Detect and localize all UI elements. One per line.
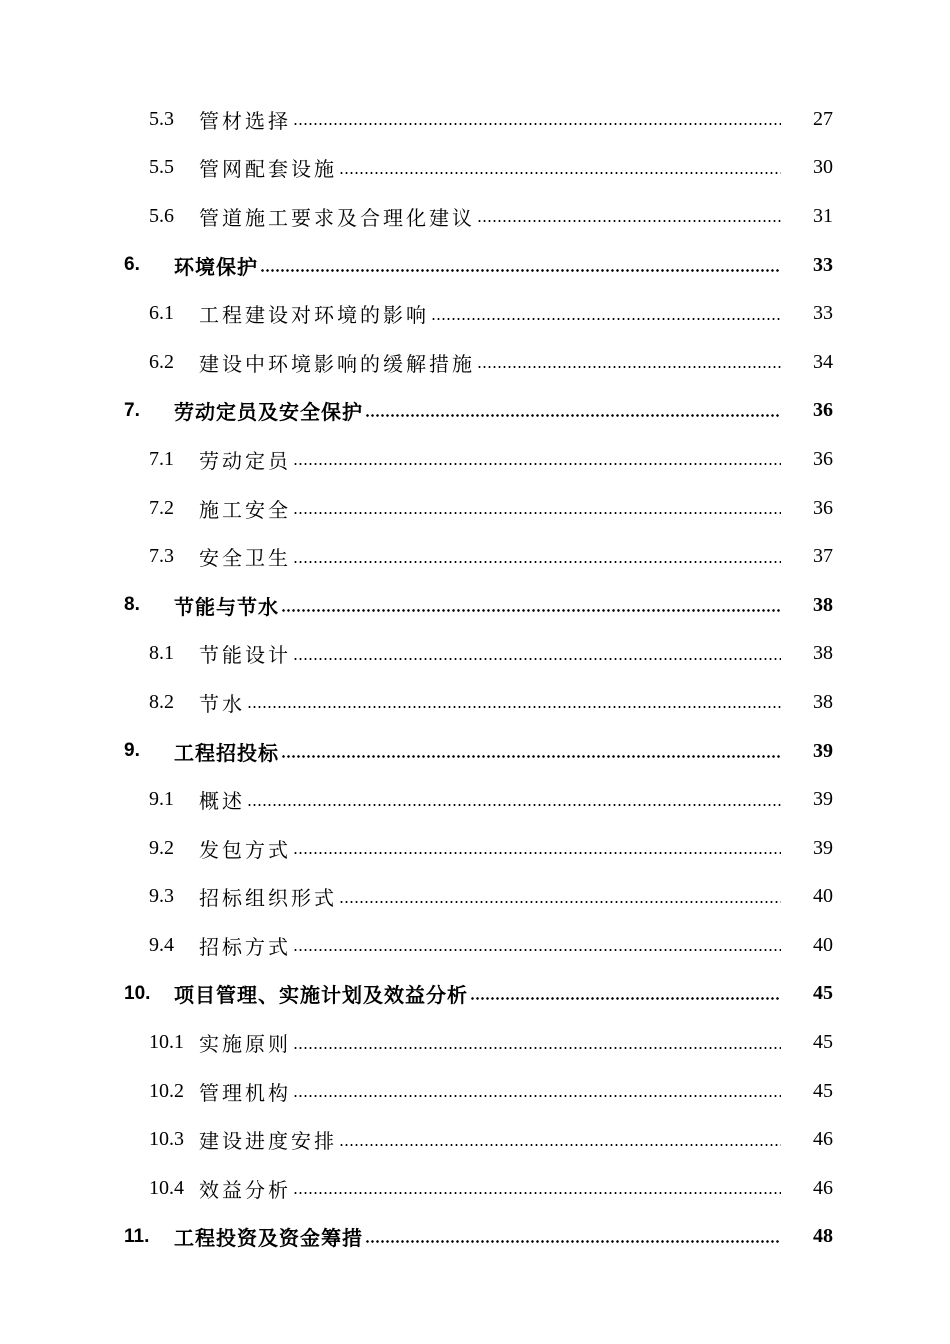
toc-section-entry[interactable] [0, 630, 950, 679]
toc-section-entry[interactable] [0, 435, 950, 484]
toc-section-entry[interactable] [0, 532, 950, 581]
toc-entry-title: 建设进度安排 [199, 1129, 337, 1154]
toc-entry-title: 发包方式 [199, 837, 291, 862]
toc-dot-leader [247, 804, 781, 806]
toc-entry-number: 6.1 [149, 302, 174, 325]
toc-entry-number: 5.6 [149, 204, 174, 227]
toc-section-entry[interactable] [0, 95, 950, 144]
toc-section-entry[interactable] [0, 775, 950, 824]
toc-entry-number: 7.2 [149, 496, 174, 519]
toc-dot-leader [339, 901, 781, 903]
toc-entry-number: 9. [124, 740, 140, 762]
toc-entry-title: 效益分析 [199, 1177, 291, 1202]
toc-entry-title: 工程投资及资金筹措 [174, 1226, 363, 1251]
toc-page-number: 36 [813, 496, 833, 519]
toc-page-number: 40 [813, 933, 833, 956]
toc-page-number: 38 [813, 690, 833, 713]
toc-entry-title: 招标方式 [199, 934, 291, 959]
toc-page-number: 33 [813, 253, 833, 276]
toc-entry-title: 安全卫生 [199, 546, 291, 571]
toc-dot-leader [470, 997, 781, 1000]
toc-chapter-entry[interactable] [0, 581, 950, 630]
toc-dot-leader [293, 1047, 781, 1049]
toc-entry-title: 工程招投标 [174, 740, 279, 765]
toc-page-number: 40 [813, 885, 833, 908]
toc-entry-number: 9.4 [149, 933, 174, 956]
toc-entry-title: 节能设计 [199, 643, 291, 668]
toc-dot-leader [281, 755, 781, 758]
toc-section-entry[interactable] [0, 921, 950, 970]
toc-page-number: 48 [813, 1225, 833, 1248]
toc-page-number: 39 [813, 836, 833, 859]
toc-page-number: 37 [813, 545, 833, 568]
toc-dot-leader [281, 609, 781, 612]
toc-entry-title: 劳动定员及安全保护 [174, 400, 363, 425]
toc-dot-leader [293, 463, 781, 465]
toc-section-entry[interactable] [0, 192, 950, 241]
toc-dot-leader [293, 852, 781, 854]
toc-entry-title: 工程建设对环境的影响 [199, 303, 429, 328]
toc-section-entry[interactable] [0, 1115, 950, 1164]
toc-entry-number: 5.3 [149, 107, 174, 130]
toc-page-number: 45 [813, 1031, 833, 1054]
toc-dot-leader [477, 366, 781, 368]
toc-dot-leader [477, 220, 781, 222]
toc-entry-number: 6. [124, 254, 140, 276]
toc-page-number: 39 [813, 788, 833, 811]
toc-section-entry[interactable] [0, 484, 950, 533]
toc-dot-leader [339, 172, 781, 174]
toc-page-number: 34 [813, 350, 833, 373]
toc-entry-number: 10.1 [149, 1031, 184, 1054]
toc-page-number: 45 [813, 1079, 833, 1102]
toc-entry-number: 8.1 [149, 642, 174, 665]
toc-entry-title: 施工安全 [199, 497, 291, 522]
toc-section-entry[interactable] [0, 289, 950, 338]
toc-entry-number: 9.2 [149, 836, 174, 859]
toc-entry-title: 招标组织形式 [199, 886, 337, 911]
toc-page-number: 45 [813, 982, 833, 1005]
toc-entry-number: 10.4 [149, 1176, 184, 1199]
toc-entry-number: 6.2 [149, 350, 174, 373]
table-of-contents [0, 95, 950, 1261]
toc-page-number: 33 [813, 302, 833, 325]
toc-entry-title: 管道施工要求及合理化建议 [199, 205, 475, 230]
toc-page-number: 36 [813, 447, 833, 470]
toc-entry-title: 环境保护 [174, 254, 258, 279]
toc-page-number: 38 [813, 593, 833, 616]
toc-page-number: 39 [813, 739, 833, 762]
toc-entry-title: 节能与节水 [174, 594, 279, 619]
toc-entry-number: 9.3 [149, 885, 174, 908]
toc-page-number: 38 [813, 642, 833, 665]
toc-entry-title: 概述 [199, 789, 245, 814]
toc-dot-leader [339, 1144, 781, 1146]
toc-dot-leader [365, 414, 781, 417]
toc-page-number: 36 [813, 399, 833, 422]
toc-dot-leader [293, 561, 781, 563]
toc-page-number: 30 [813, 156, 833, 179]
toc-chapter-entry[interactable] [0, 241, 950, 290]
toc-entry-title: 管网配套设施 [199, 157, 337, 182]
toc-dot-leader [293, 949, 781, 951]
toc-dot-leader [431, 318, 781, 320]
toc-entry-number: 5.5 [149, 156, 174, 179]
toc-dot-leader [247, 706, 781, 708]
toc-entry-title: 管材选择 [199, 108, 291, 133]
toc-dot-leader [365, 1240, 781, 1243]
toc-entry-number: 9.1 [149, 788, 174, 811]
toc-entry-title: 管理机构 [199, 1080, 291, 1105]
toc-entry-number: 8. [124, 594, 140, 616]
toc-section-entry[interactable] [0, 338, 950, 387]
toc-section-entry[interactable] [0, 873, 950, 922]
toc-entry-number: 7. [124, 399, 140, 421]
toc-chapter-entry[interactable] [0, 970, 950, 1019]
toc-page-number: 46 [813, 1128, 833, 1151]
toc-chapter-entry[interactable] [0, 1213, 950, 1262]
toc-entry-title: 建设中环境影响的缓解措施 [199, 351, 475, 376]
toc-dot-leader [293, 1192, 781, 1194]
toc-entry-number: 10. [124, 982, 151, 1004]
toc-entry-title: 项目管理、实施计划及效益分析 [174, 983, 468, 1008]
toc-entry-number: 10.2 [149, 1079, 184, 1102]
toc-entry-number: 11. [124, 1225, 150, 1247]
toc-dot-leader [293, 658, 781, 660]
toc-page-number: 46 [813, 1176, 833, 1199]
toc-entry-number: 8.2 [149, 690, 174, 713]
toc-entry-number: 7.3 [149, 545, 174, 568]
toc-dot-leader [260, 269, 781, 272]
toc-entry-number: 7.1 [149, 447, 174, 470]
toc-chapter-entry[interactable] [0, 727, 950, 776]
toc-section-entry[interactable] [0, 678, 950, 727]
toc-chapter-entry[interactable] [0, 387, 950, 436]
toc-page-number: 27 [813, 107, 833, 130]
toc-section-entry[interactable] [0, 1164, 950, 1213]
toc-entry-title: 节水 [199, 691, 245, 716]
toc-section-entry[interactable] [0, 144, 950, 193]
toc-dot-leader [293, 123, 781, 125]
toc-entry-title: 实施原则 [199, 1032, 291, 1057]
toc-section-entry[interactable] [0, 1067, 950, 1116]
toc-page-number: 31 [813, 204, 833, 227]
toc-section-entry[interactable] [0, 824, 950, 873]
toc-dot-leader [293, 512, 781, 514]
toc-entry-title: 劳动定员 [199, 448, 291, 473]
toc-section-entry[interactable] [0, 1018, 950, 1067]
toc-dot-leader [293, 1095, 781, 1097]
toc-entry-number: 10.3 [149, 1128, 184, 1151]
